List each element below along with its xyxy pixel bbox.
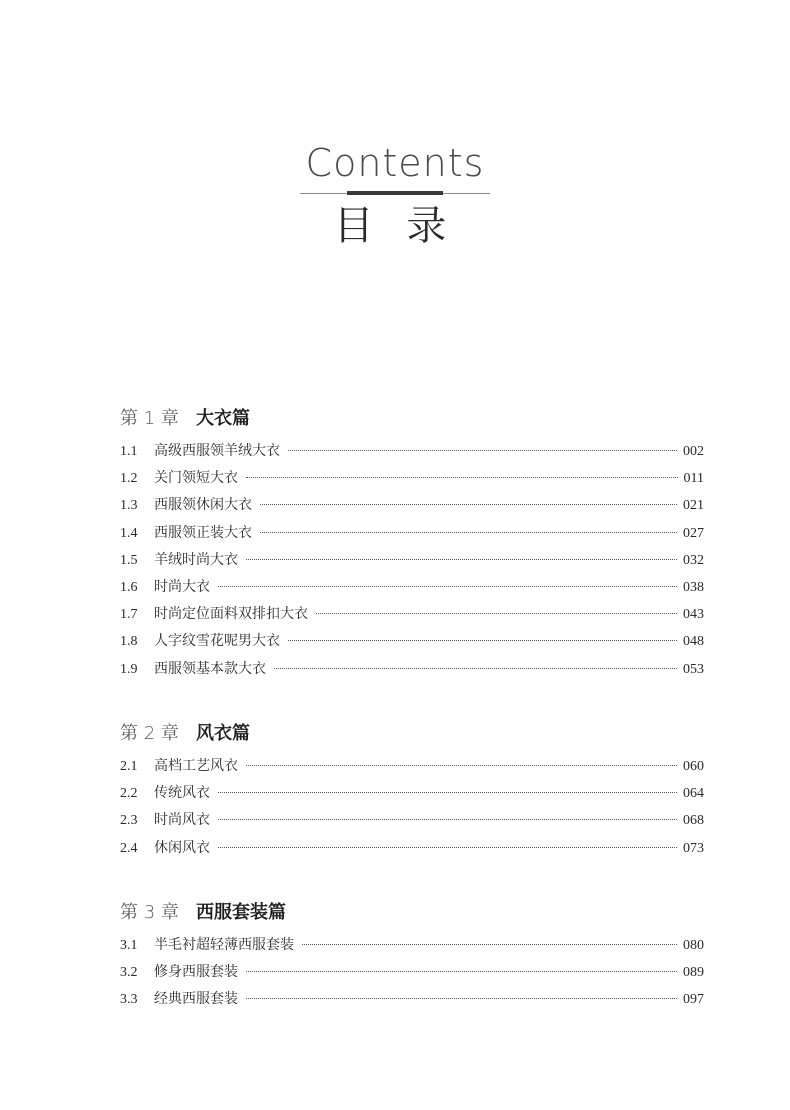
entry-number: 1.6 [120,579,138,595]
entry-page-number: 002 [683,444,704,459]
entry-page-number: 048 [683,634,704,650]
toc-entry[interactable] [120,630,704,657]
toc-entry[interactable] [120,440,704,467]
entry-number: 3.2 [120,965,138,981]
entry-page-number: 080 [683,938,704,953]
entry-page-number: 027 [683,525,704,541]
chapter-1 [120,402,704,685]
entry-title: 传统风衣 [154,785,210,802]
title-rule [300,190,490,196]
entry-page-number: 068 [683,813,704,829]
entry-page-number: 064 [683,786,704,802]
dot-leader [246,998,677,999]
dot-leader [316,613,677,614]
entry-title: 人字纹雪花呢男大衣 [154,633,280,650]
toc-entry[interactable] [120,658,704,685]
chapter-2 [120,717,704,864]
toc-entry[interactable] [120,961,704,988]
dot-leader [246,971,677,972]
chapter-heading [120,402,704,432]
dot-leader [288,450,677,451]
dot-leader [260,532,677,533]
entry-number: 2.3 [120,813,138,829]
entry-page-number: 038 [683,579,704,595]
entry-page-number: 032 [683,552,704,568]
toc-entry[interactable] [120,782,704,809]
chapter-3 [120,896,704,1016]
entry-number: 2.1 [120,759,138,774]
entry-title: 西服领休闲大衣 [154,497,252,514]
entry-title: 时尚风衣 [154,812,210,829]
contents-label: Contents [305,141,485,185]
dot-leader [288,640,677,641]
entry-number: 1.4 [120,525,138,541]
chapter-title: 大衣篇 [196,408,250,429]
dot-leader [218,792,677,793]
toc-entry[interactable] [120,603,704,630]
chapter-heading [120,896,704,926]
entry-number: 3.1 [120,938,138,953]
entry-title: 休闲风衣 [154,839,210,856]
entry-page-number: 089 [683,965,704,981]
chapter-number: 第 1 章 [120,408,179,429]
entry-number: 1.8 [120,634,138,650]
chapter-title: 西服套装篇 [196,902,286,923]
dot-leader [218,586,677,587]
chapter-number: 第 3 章 [120,902,179,923]
entry-title: 关门领短大衣 [154,470,238,487]
entry-number: 1.2 [120,471,138,487]
entry-number: 1.3 [120,498,138,514]
entry-title: 高档工艺风衣 [154,758,238,774]
entry-page-number: 043 [683,607,704,623]
entry-title: 经典西服套装 [154,991,238,1008]
entry-page-number: 073 [683,840,704,856]
page-title: 目 录 [333,203,457,249]
toc-entry[interactable] [120,467,704,494]
toc-entry[interactable] [120,837,704,864]
entry-title: 半毛衬超轻薄西服套装 [154,937,294,953]
dot-leader [260,504,677,505]
dot-leader [246,559,677,560]
entry-number: 1.9 [120,661,138,677]
chapter-title: 风衣篇 [196,723,250,744]
chapter-heading [120,717,704,747]
toc-entry[interactable] [120,576,704,603]
dot-leader [302,944,677,945]
toc-entry[interactable] [120,549,704,576]
entry-title: 高级西服领羊绒大衣 [154,443,280,459]
entry-page-number: 053 [683,661,704,677]
entry-number: 3.3 [120,992,138,1008]
entry-title: 修身西服套装 [154,964,238,981]
title-rule-thick [347,191,443,195]
toc-entry[interactable] [120,988,704,1015]
toc-entry[interactable] [120,809,704,836]
toc-entry[interactable] [120,522,704,549]
dot-leader [218,847,677,848]
toc-entry[interactable] [120,934,704,961]
entry-page-number: 021 [683,498,704,514]
entry-title: 时尚定位面料双排扣大衣 [154,606,308,623]
dot-leader [246,477,678,478]
entry-number: 2.2 [120,786,138,802]
chapter-number: 第 2 章 [120,723,179,744]
entry-number: 1.7 [120,607,138,623]
dot-leader [246,765,677,766]
entry-number: 1.5 [120,552,138,568]
entry-page-number: 011 [683,471,704,487]
toc-entry[interactable] [120,494,704,521]
entry-title: 西服领基本款大衣 [154,660,266,677]
toc-entry[interactable] [120,755,704,782]
entry-page-number: 097 [683,992,704,1008]
dot-leader [274,668,677,669]
entry-number: 1.1 [120,444,138,459]
entry-title: 羊绒时尚大衣 [154,551,238,568]
entry-page-number: 060 [683,759,704,774]
entry-title: 西服领正装大衣 [154,524,252,541]
entry-title: 时尚大衣 [154,578,210,595]
dot-leader [218,819,677,820]
entry-number: 2.4 [120,840,138,856]
toc-header [0,140,790,250]
